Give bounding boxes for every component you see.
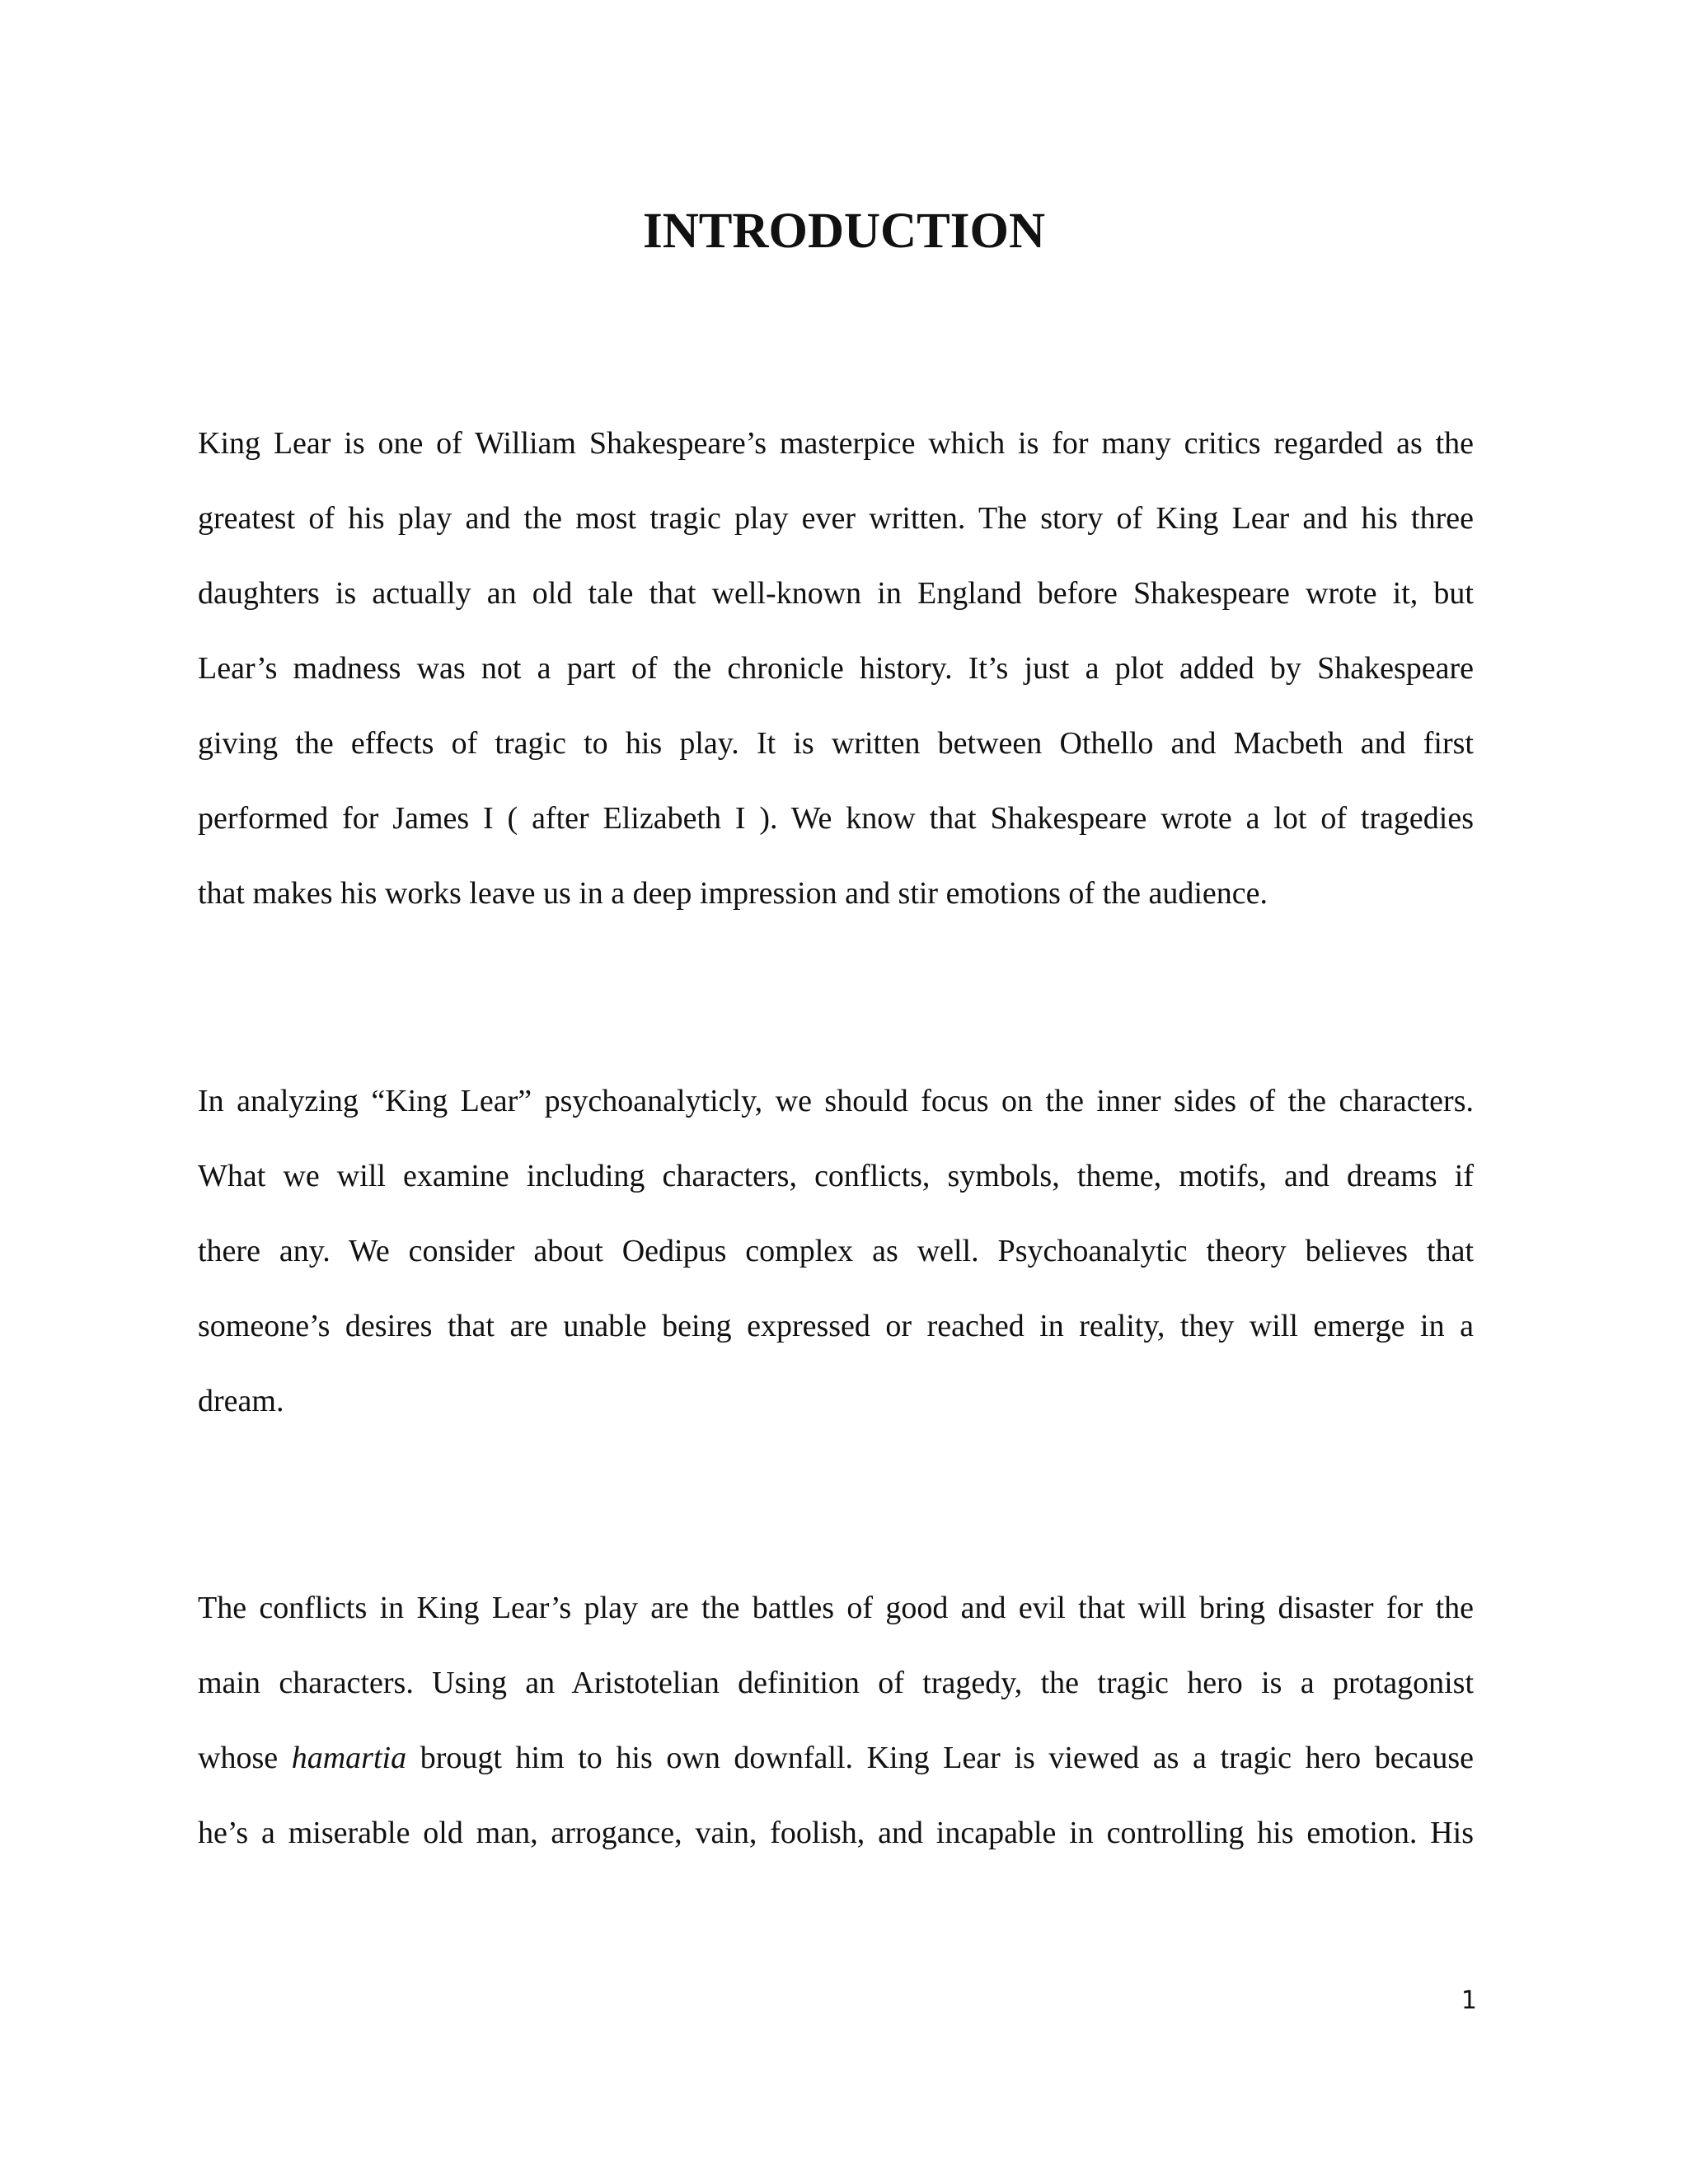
paragraph-1-line-5: giving the effects of tragic to his play. It is written between Othello and Macbeth and first bbox=[198, 726, 1474, 761]
paragraph-1-line-2: greatest of his play and the most tragic play ever written. The story of King Lear and his three bbox=[198, 501, 1474, 536]
paragraph-2-line-4: someone’s desires that are unable being expressed or reached in reality, they will emerge in a bbox=[198, 1309, 1474, 1343]
paragraph-1-line-4: Lear’s madness was not a part of the chronicle history. It’s just a plot added by Shakespeare bbox=[198, 651, 1474, 686]
paragraph-2-line-5: dream. bbox=[198, 1384, 284, 1418]
paragraph-2-line-3: there any. We consider about Oedipus complex as well. Psychoanalytic theory believes that bbox=[198, 1234, 1474, 1268]
page-title: INTRODUCTION bbox=[642, 204, 1046, 259]
hamartia-italic-term: hamartia bbox=[291, 1741, 407, 1775]
paragraph-3-line-2: main characters. Using an Aristotelian definition of tragedy, the tragic hero is a protagonist bbox=[198, 1666, 1474, 1700]
paragraph-3-line-4: he’s a miserable old man, arrogance, vain, foolish, and incapable in controlling his emotion. His bbox=[198, 1816, 1474, 1850]
paragraph-2-line-1: In analyzing “King Lear” psychoanalyticly, we should focus on the inner sides of the characters. bbox=[198, 1084, 1474, 1118]
paragraph-3-line-3 bbox=[198, 1733, 1474, 1783]
paragraph-1-line-7: that makes his works leave us in a deep impression and stir emotions of the audience. bbox=[198, 876, 1268, 911]
paragraph-3-line-1: The conflicts in King Lear’s play are the battles of good and evil that will bring disaster for the bbox=[198, 1591, 1474, 1625]
paragraph-2-line-2: What we will examine including characters, conflicts, symbols, theme, motifs, and dreams if bbox=[198, 1159, 1474, 1193]
paragraph-1-line-1: King Lear is one of William Shakespeare’s masterpice which is for many critics regarded as the bbox=[198, 426, 1474, 461]
paragraph-3-line-3-after: brougt him to his own downfall. King Lear is viewed as a tragic hero because bbox=[406, 1741, 1474, 1775]
paragraph-1-line-6: performed for James I ( after Elizabeth I ). We know that Shakespeare wrote a lot of tragedies bbox=[198, 801, 1474, 836]
page-number: 1 bbox=[1461, 1986, 1477, 2015]
paragraph-3-line-3-before: whose bbox=[198, 1741, 292, 1775]
paragraph-1-line-3: daughters is actually an old tale that well-known in England before Shakespeare wrote it, but bbox=[198, 576, 1474, 611]
